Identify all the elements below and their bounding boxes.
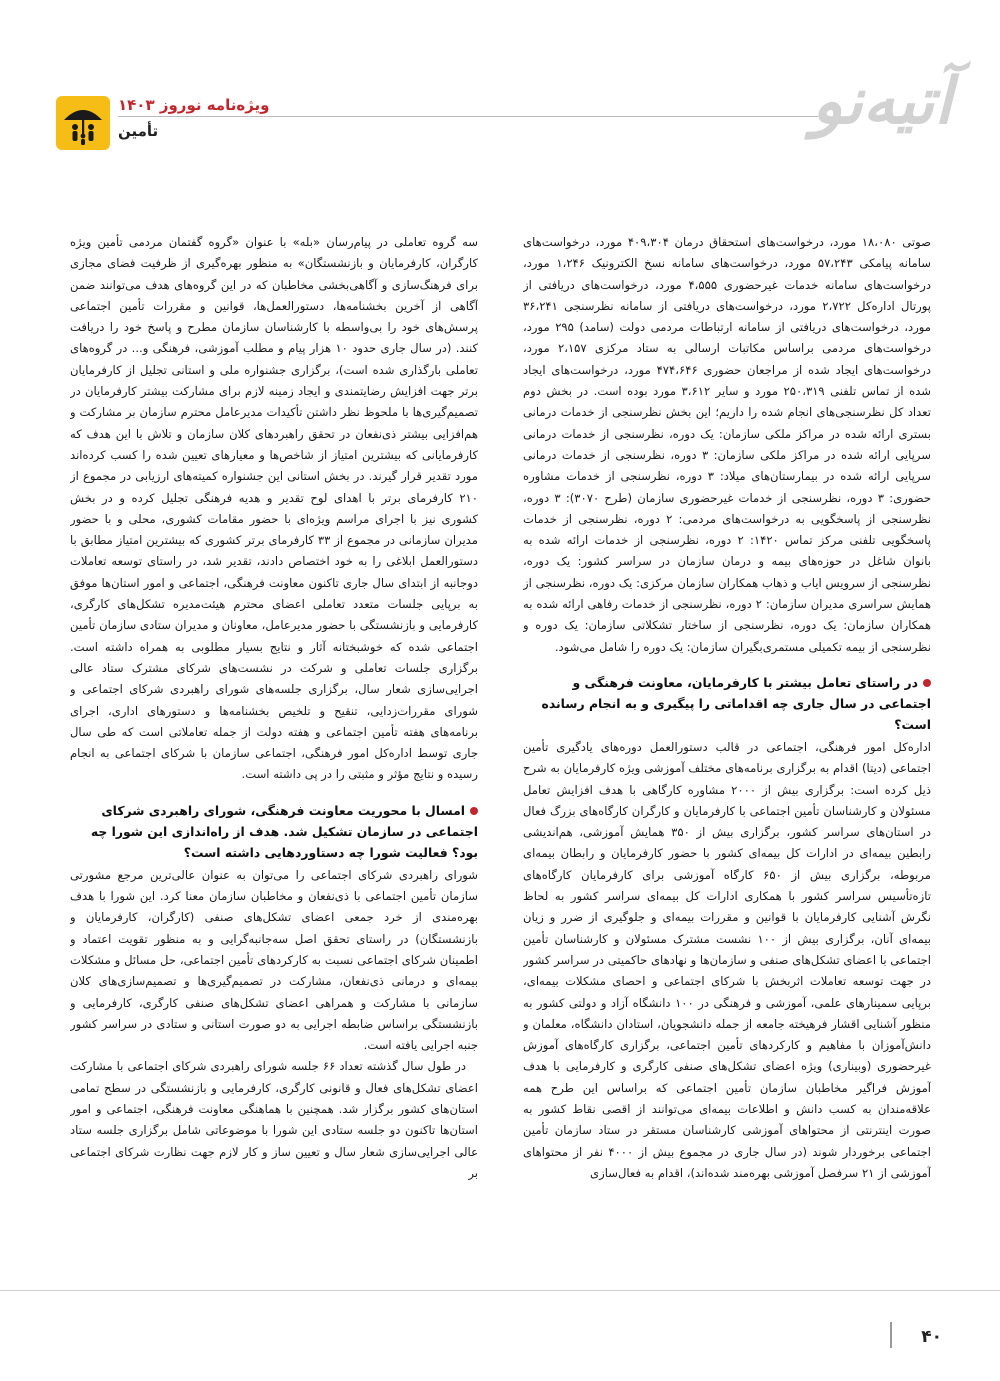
page-number-separator xyxy=(890,1322,892,1348)
bullet-icon xyxy=(923,679,931,687)
magazine-masthead: آتیه‌نو xyxy=(811,64,952,139)
right-question-text: در راستای تعامل بیشتر با کارفرمایان، معاونت فرهنگی و اجتماعی در سال جاری چه اقداماتی را پیگیری و به انجام رسانده است؟ xyxy=(541,674,931,732)
left-question-text: امسال با محوریت معاونت فرهنگی، شورای راهبردی شرکای اجتماعی در سازمان تشکیل شد. هدف از راه‌اندازی این شورا چه بود؟ فعالیت شورا چه دستاوردهایی داشته است؟ xyxy=(90,802,478,860)
footer-divider xyxy=(0,1290,1000,1291)
page-header xyxy=(0,0,1000,200)
left-paragraph-1: سه گروه تعاملی در پیام‌رسان «بله» با عنوان «گروه گفتمان مردمی تأمین ویژه کارگران، کارفرمایان و بازنشستگان» به منظور بهره‌گیری از ظرفیت فضای مجازی برای فرهنگ‌سازی و آگاهی‌بخشی مخاطبان که در این گروه‌های هدف می‌توانند ضمن آگاهی از آخرین بخشنامه‌ها، دستورالعمل‌ها، قوانین و مقررات تأمین اجتماعی پرسش‌های خود را بی‌واسطه با کارشناسان سازمان مطرح و پاسخ خود را دریافت کنند. (در سال جاری حدود ۱۰ هزار پیام و مطلب آموزشی، فرهنگی و... در گروه‌های تعاملی بارگذاری شده است)، برگزاری جشنواره ملی و استانی تجلیل از کارفرمایان برتر جهت افزایش رضایتمندی و ایجاد زمینه لازم برای مشارکت بیشتر کارفرمایان در تصمیم‌گیری‌ها با ملحوظ نظر داشتن تأکیدات مدیرعامل محترم سازمان بر مشارکت و هم‌افزایی بیشتر ذی‌نفعان در تحقق راهبردهای کلان سازمان و تلاش با این هدف که کارفرمایانی که بیشترین امتیاز از شاخص‌ها و معیارهای تعیین شده را کسب کرده‌اند مورد تقدیر قرار گیرند. در بخش استانی این جشنواره کمیته‌های ارزیابی در مجموع از ۲۱۰ کارفرمای برتر با اهدای لوح تقدیر و هدیه فرهنگی تجلیل کرده و در بخش کشوری نیز با اجرای مراسم ویژه‌ای با حضور مقامات کشوری، محلی و با حضور مدیران سازمانی در مجموع از ۳۳ کارفرمای برتر کشوری که بیشترین امتیاز مطابق با دستورالعمل ابلاغی را به خود اختصاص دادند، تقدیر شد، در راستای توسعه تعاملات دوجانبه از ابتدای سال جاری تاکنون معاونت فرهنگی، اجتماعی و امور استان‌ها موفق به برپایی جلسات متعدد تعاملی اعضای محترم هیئت‌مدیره تشکل‌های کارگری، کارفرمایی و بازنشستگی با حضور مدیرعامل، معاونان و مدیران ستادی سازمان تأمین اجتماعی شده که خوشبختانه آثار و نتایج بسیار مطلوبی به همراه داشته است. برگزاری جلسات تعاملی و شرکت در نشست‌های شرکای مشترک ستاد عالی اجرایی‌سازی شعار سال، برگزاری جلسه‌های شورای راهبردی شرکای اجتماعی و شورای مقررات‌زدایی، تنقیح و تلخیص بخشنامه‌ها و دستورهای اداری، اجرای برنامه‌های هفته تأمین اجتماعی و هفته دولت از جمله تعاملاتی است که طی سال جاری توسط اداره‌کل امور فرهنگی، اجتماعی سازمان با شرکای اجتماعی به انجام رسیده و نتایج مؤثر و مثبتی را در پی داشته است. xyxy=(70,235,478,782)
left-question-heading xyxy=(70,800,478,863)
issue-title: ویژه‌نامه نوروز ۱۴۰۳ xyxy=(118,96,270,114)
left-column xyxy=(70,232,478,1262)
right-question-heading xyxy=(523,672,931,735)
right-paragraph-1: صوتی ۱۸،۰۸۰ مورد، درخواست‌های استحقاق درمان ۴۰۹،۳۰۴ مورد، درخواست‌های سامانه پیامکی ۵۷،۲۴۳ مورد، درخواست‌های سامانه نسخ الکترونیک ۱،۲۴۶ مورد، درخواست‌های سامانه خدمات غیرحضوری ۴،۵۵۵ مورد، درخواست‌های دریافتی از پورتال اداره‌کل ۲،۷۲۲ مورد، درخواست‌های دریافتی از سامانه نظرسنجی ۳۶،۲۴۱ مورد، درخواست‌های دریافتی از سامانه ارتباطات مردمی دولت (سامد) ۲۹۵ مورد، درخواست‌های مردمی براساس مکاتبات ارسالی به ستاد مرکزی ۲،۱۵۷ مورد، درخواست‌های ایجاد شده از مراجعان حضوری ۴۷۴،۶۴۶ مورد، درخواست‌های ایجاد شده از تماس تلفنی ۲۵۰،۳۱۹ مورد و سایر ۳،۶۱۲ مورد بوده است. در بخش دوم تعداد کل نظرسنجی‌های انجام شده را داریم؛ این بخش نظرسنجی از خدمات درمانی بستری ارائه شده در مراکز ملکی سازمان: یک دوره، نظرسنجی از خدمات درمانی سرپایی ارائه شده در مراکز ملکی سازمان: ۳ دوره، نظرسنجی از خدمات درمانی سرپایی ارائه شده در بیمارستان‌های میلاد: ۳ دوره، نظرسنجی از خدمات مشاوره حضوری: ۳ دوره، نظرسنجی از خدمات غیرحضوری سازمان (طرح ۳۰۷۰): ۳ دوره، نظرسنجی از پاسخگویی به درخواست‌های مردمی: ۲ دوره، نظرسنجی از خدمات پاسخگویی تلفنی مرکز تماس ۱۴۲۰: ۲ دوره، نظرسنجی از خدمات ارائه شده به بانوان شاغل در حوزه‌های بیمه و درمان سازمان در سراسر کشور: یک دوره، نظرسنجی از سرویس ایاب و ذهاب همکاران سازمان مرکزی: یک دوره، نظرسنجی از همایش سراسری مدیران سازمان: ۲ دوره، نظرسنجی از خدمات رفاهی ارائه شده به همکاران سازمان: یک دوره، نظرسنجی از ساختار تشکلاتی سازمان: یک دوره و نظرسنجی از بیمه تکمیلی مستمری‌بگیران سازمان: یک دوره را شامل می‌شود. xyxy=(523,235,931,654)
left-answer-paragraph-2: در طول سال گذشته تعداد ۶۶ جلسه شورای راهبردی شرکای اجتماعی با مشارکت اعضای تشکل‌های فعال و قانونی کارگری، کارفرمایی و بازنشستگی در سطح تمامی استان‌های کشور برگزار شد. همچنین با هماهنگی معاونت فرهنگی، اجتماعی و امور استان‌ها تاکنون دو جلسه ستادی این شورا با موضوعاتی شامل برگزاری جلسه ستاد عالی اجرایی‌سازی شعار سال و تعیین ساز و کار لازم جهت نظارت شرکای اجتماعی بر xyxy=(70,1059,478,1180)
page-number: ۴۰ xyxy=(921,1327,942,1347)
section-name: تأمین xyxy=(118,122,159,140)
right-column xyxy=(523,232,931,1262)
tamin-logo-icon xyxy=(56,96,110,150)
right-answer-paragraph: اداره‌کل امور فرهنگی، اجتماعی در قالب دستورالعمل دوره‌های یادگیری تأمین اجتماعی (دیتا) اقدام به برگزاری برنامه‌های مختلف آموزشی ویژه کارفرمایان به شرح ذیل کرده است: برگزاری بیش از ۲۰۰۰ مشاوره کارگاهی با هدف افزایش تعامل مسئولان و کارشناسان تأمین اجتماعی با کارفرمایان و کارگران کارگاه‌های بزرگ فعال در استان‌های سراسر کشور، برگزاری بیش از ۳۵۰ همایش آموزشی، هم‌اندیشی رابطین بیمه‌ای در ادارات کل بیمه‌ای کشور با حضور کارفرمایان و رابطان بیمه‌ای مربوطه، برگزاری بیش از ۶۵۰ کارگاه آموزشی برای کارفرمایان کارگاه‌های تازه‌تأسیس سراسر کشور با همکاری ادارات کل بیمه‌ای سراسر کشور به لحاظ نگرش آشنایی کارفرمایان با قوانین و مقررات بیمه‌ای و جلوگیری از ضرر و زیان بیمه‌ای آنان، برگزاری بیش از ۱۰۰ نشست مشترک مسئولان و کارشناسان تأمین اجتماعی با اعضای تشکل‌های صنفی و سازمان‌ها و نهادهای حاکمیتی در سراسر کشور در جهت توسعه تعاملات اثربخش با شرکای اجتماعی و احصای مشکلات بیمه‌ای، برپایی سمینارهای علمی، آموزشی و فرهنگی در ۱۰۰ دانشگاه آزاد و دولتی کشور به منظور آشنایی اقشار فرهیخته جامعه از جمله دانشجویان، استادان دانشگاه، معلمان و دانش‌آموزان با مفاهیم و کارکردهای تأمین اجتماعی، برگزاری کارگاه‌های آموزش غیرحضوری (وبیناری) ویژه اعضای تشکل‌های صنفی کارگری و کارفرمایی با هدف آموزش فراگیر مخاطبان سازمان تأمین اجتماعی که براساس این طرح همه علاقه‌مندان به کسب دانش و اطلاعات بیمه‌ای می‌توانند از اقصی نقاط کشور به صورت اینترنتی از محتواهای آموزشی کارشناسان مستقر در ستاد سازمان تأمین اجتماعی برخوردار شوند (در سال جاری در مجموع بیش از ۴۰۰۰ نفر از محتواهای آموزشی از ۲۱ سرفصل آموزشی بهره‌مند شده‌اند)، اقدام به فعال‌سازی xyxy=(523,739,931,1180)
header-divider xyxy=(118,116,818,117)
bullet-icon xyxy=(470,807,478,815)
umbrella-family-icon xyxy=(56,96,110,150)
left-answer-paragraph-1: شورای راهبردی شرکای اجتماعی را می‌توان به عنوان عالی‌ترین مرجع مشورتی سازمان تأمین اجتماعی با ذی‌نفعان و مخاطبان سازمان معنا کرد. این شورا با هدف بهره‌مندی از خرد جمعی اعضای تشکل‌های صنفی (کارگران، کارفرمایان و بازنشستگان) در راستای تحقق اصل سه‌جانبه‌گرایی و به منظور تقویت اعتماد و اطمینان شرکای اجتماعی نسبت به کارکردهای تأمین اجتماعی، حل مسائل و مشکلات بیمه‌ای و درمانی ذی‌نفعان، مشارکت در تصمیم‌گیری‌ها و تصمیم‌سازی‌های کلان سازمانی با مشارکت و همراهی اعضای تشکل‌های صنفی کارگری، کارفرمایی و بازنشستگی براساس ضابطه اجرایی به دو صورت استانی و ستادی در سراسر کشور جنبه اجرایی یافته است. xyxy=(70,867,478,1053)
